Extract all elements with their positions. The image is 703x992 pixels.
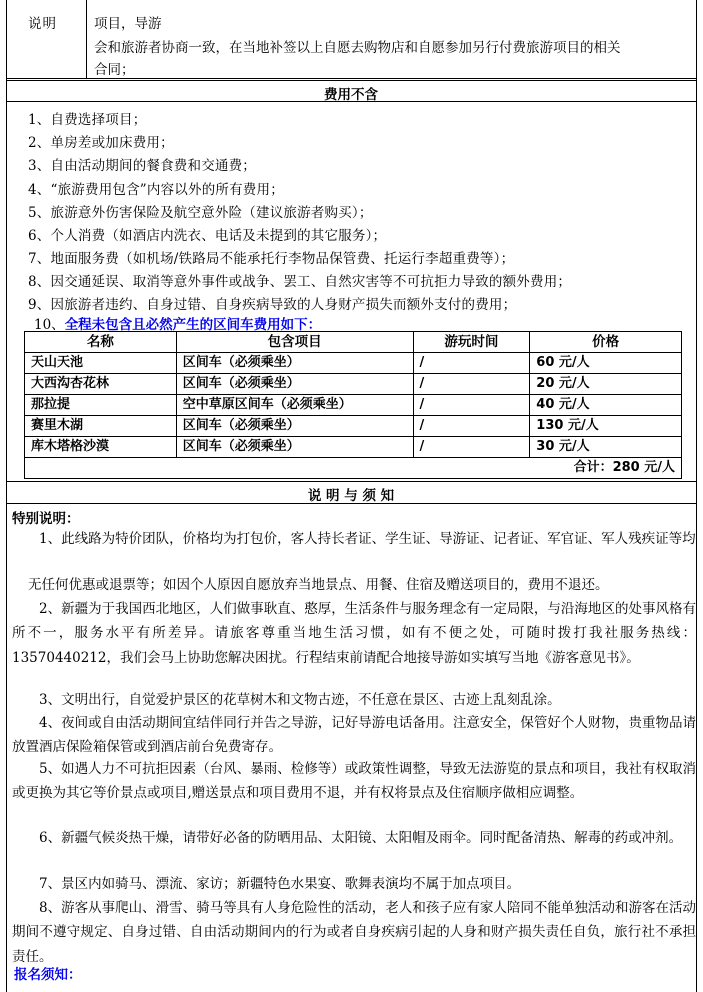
table-row <box>25 374 682 395</box>
shuttle-fee-table <box>24 331 682 479</box>
cell-name: 天山天池 <box>25 353 177 374</box>
cell-price: 130 元/人 <box>530 416 682 437</box>
cell-time: / <box>413 374 530 395</box>
intro-line-1: 项目，导游 <box>94 16 162 32</box>
excluded-item-10-prefix: 10、 <box>34 317 65 333</box>
excluded-item: 6、个人消费（如酒店内洗衣、电话及未提到的其它服务）； <box>28 228 387 244</box>
cell-time: / <box>413 395 530 416</box>
cell-name: 那拉提 <box>25 395 177 416</box>
excluded-item: 7、地面服务费（如机场/铁路局不能承托行李物品保管费、托运行李超重费等）； <box>28 251 515 267</box>
cell-time: / <box>413 437 530 458</box>
cell-price: 60 元/人 <box>530 353 682 374</box>
table-total: 合计：280 元/人 <box>25 458 682 479</box>
registration-title: 报名须知： <box>14 967 82 983</box>
intro-line-2: 会和旅游者协商一致，在当地补签以上自愿去购物店和自愿参加另行付费旅游项目的相关 <box>94 40 621 56</box>
notice-paragraph-1: 1、此线路为特价团队，价格均为打包价，客人持长者证、学生证、导游证、记者证、军官证、军人残疾证等均 <box>39 531 696 547</box>
cell-item: 区间车（必须乘坐） <box>176 437 413 458</box>
rule-4 <box>6 481 697 482</box>
notice-paragraph-7: 7、景区内如骑马、漂流、家访；新疆特色水果宴、歌舞表演均不属于加点项目。 <box>39 876 521 892</box>
frame-right <box>696 0 697 992</box>
notice-title: 说 明 与 须 知 <box>307 488 395 504</box>
label-divider <box>86 0 87 78</box>
excluded-item: 5、旅游意外伤害保险及航空意外险（建议旅游者购买）； <box>28 205 373 221</box>
table-row <box>25 437 682 458</box>
table-header-row <box>25 332 682 353</box>
rule-1 <box>6 78 697 79</box>
rule-2 <box>6 80 697 81</box>
excluded-item-10-highlight: 全程未包含且必然产生的区间车费用如下： <box>64 317 322 333</box>
notice-paragraph-4: 4、夜间或自由活动期间宜结伴同行并告之导游，记好导游电话备用。注意安全，保管好个人财物，贵重物品请放置酒店保险箱保管或到酒店前台免费寄存。 <box>12 715 696 756</box>
cell-time: / <box>413 416 530 437</box>
table-total-row <box>25 458 682 479</box>
notice-paragraph-2: 2、新疆为于我国西北地区，人们做事耿直、憨厚，生活条件与服务理念有一定局限，与沿海地区的处事风格有所不一，服务水平有所差异。请旅客尊重当地生活习惯，如有不便之处，可随时拨打我社服务热线：13570440212，我们会马上协助您解决困扰。行程结束前请配合地接导游如实填写当地《游客意见书》。 <box>12 601 696 666</box>
excluded-title: 费用不含 <box>324 87 378 103</box>
cell-item: 空中草原区间车（必须乘坐） <box>176 395 413 416</box>
table-row <box>25 416 682 437</box>
notice-paragraph-6: 6、新疆气候炎热干燥，请带好必备的防晒用品、太阳镜、太阳帽及雨伞。同时配备清热、解毒的药或冲剂。 <box>39 830 683 846</box>
excluded-item: 9、因旅游者违约、自身过错、自身疾病导致的人身财产损失而额外支付的费用； <box>28 297 517 313</box>
cell-name: 库木塔格沙漠 <box>25 437 177 458</box>
col-header-price: 价格 <box>530 332 682 353</box>
cell-name: 大西沟杏花林 <box>25 374 177 395</box>
cell-price: 40 元/人 <box>530 395 682 416</box>
cell-price: 30 元/人 <box>530 437 682 458</box>
excluded-item: 3、自由活动期间的餐食费和交通费； <box>28 158 256 174</box>
cell-time: / <box>413 353 530 374</box>
cell-item: 区间车（必须乘坐） <box>176 416 413 437</box>
cell-price: 20 元/人 <box>530 374 682 395</box>
excluded-item: 4、“旅游费用包含”内容以外的所有费用； <box>28 182 284 198</box>
notice-paragraph-1-cont: 无任何优惠或退票等；如因个人原因自愿放弃当地景点、用餐、住宿及赠送项目的，费用不退还。 <box>28 577 609 593</box>
notice-paragraph-5: 5、如遇人力不可抗拒因素（台风、暴雨、检修等）或政策性调整，导致无法游览的景点和项目，我社有权取消或更换为其它等价景点或项目,赠送景点和项目费用不退，并有权将景点及住宿顺序做相应调整。 <box>12 761 696 802</box>
col-header-time: 游玩时间 <box>413 332 530 353</box>
table-row <box>25 395 682 416</box>
col-header-name: 名称 <box>25 332 177 353</box>
excluded-item-10 <box>34 313 321 333</box>
notice-paragraph-3: 3、文明出行，自觉爱护景区的花草树木和文物古迹，不任意在景区、古迹上乱刻乱涂。 <box>39 692 561 708</box>
intro-label: 说明 <box>28 16 57 32</box>
cell-item: 区间车（必须乘坐） <box>176 353 413 374</box>
cell-name: 赛里木湖 <box>25 416 177 437</box>
notice-paragraph-8: 8、游客从事爬山、滑雪、骑马等具有人身危险性的活动，老人和孩子应有家人陪同不能单独活动和游客在活动期间不遵守规定、自身过错、自由活动期间内的行为或者自身疾病引起的人身和财产损失责任自负，旅行社不承担责任。 <box>12 900 696 965</box>
table-row <box>25 353 682 374</box>
special-note-title: 特别说明： <box>12 511 80 527</box>
excluded-item: 1、自费选择项目； <box>28 112 147 128</box>
col-header-item: 包含项目 <box>176 332 413 353</box>
intro-line-3: 合同； <box>94 62 135 78</box>
cell-item: 区间车（必须乘坐） <box>176 374 413 395</box>
excluded-item: 2、单房差或加床费用； <box>28 135 174 151</box>
excluded-item: 8、因交通延误、取消等意外事件或战争、罢工、自然灾害等不可抗拒力导致的额外费用； <box>28 274 572 290</box>
